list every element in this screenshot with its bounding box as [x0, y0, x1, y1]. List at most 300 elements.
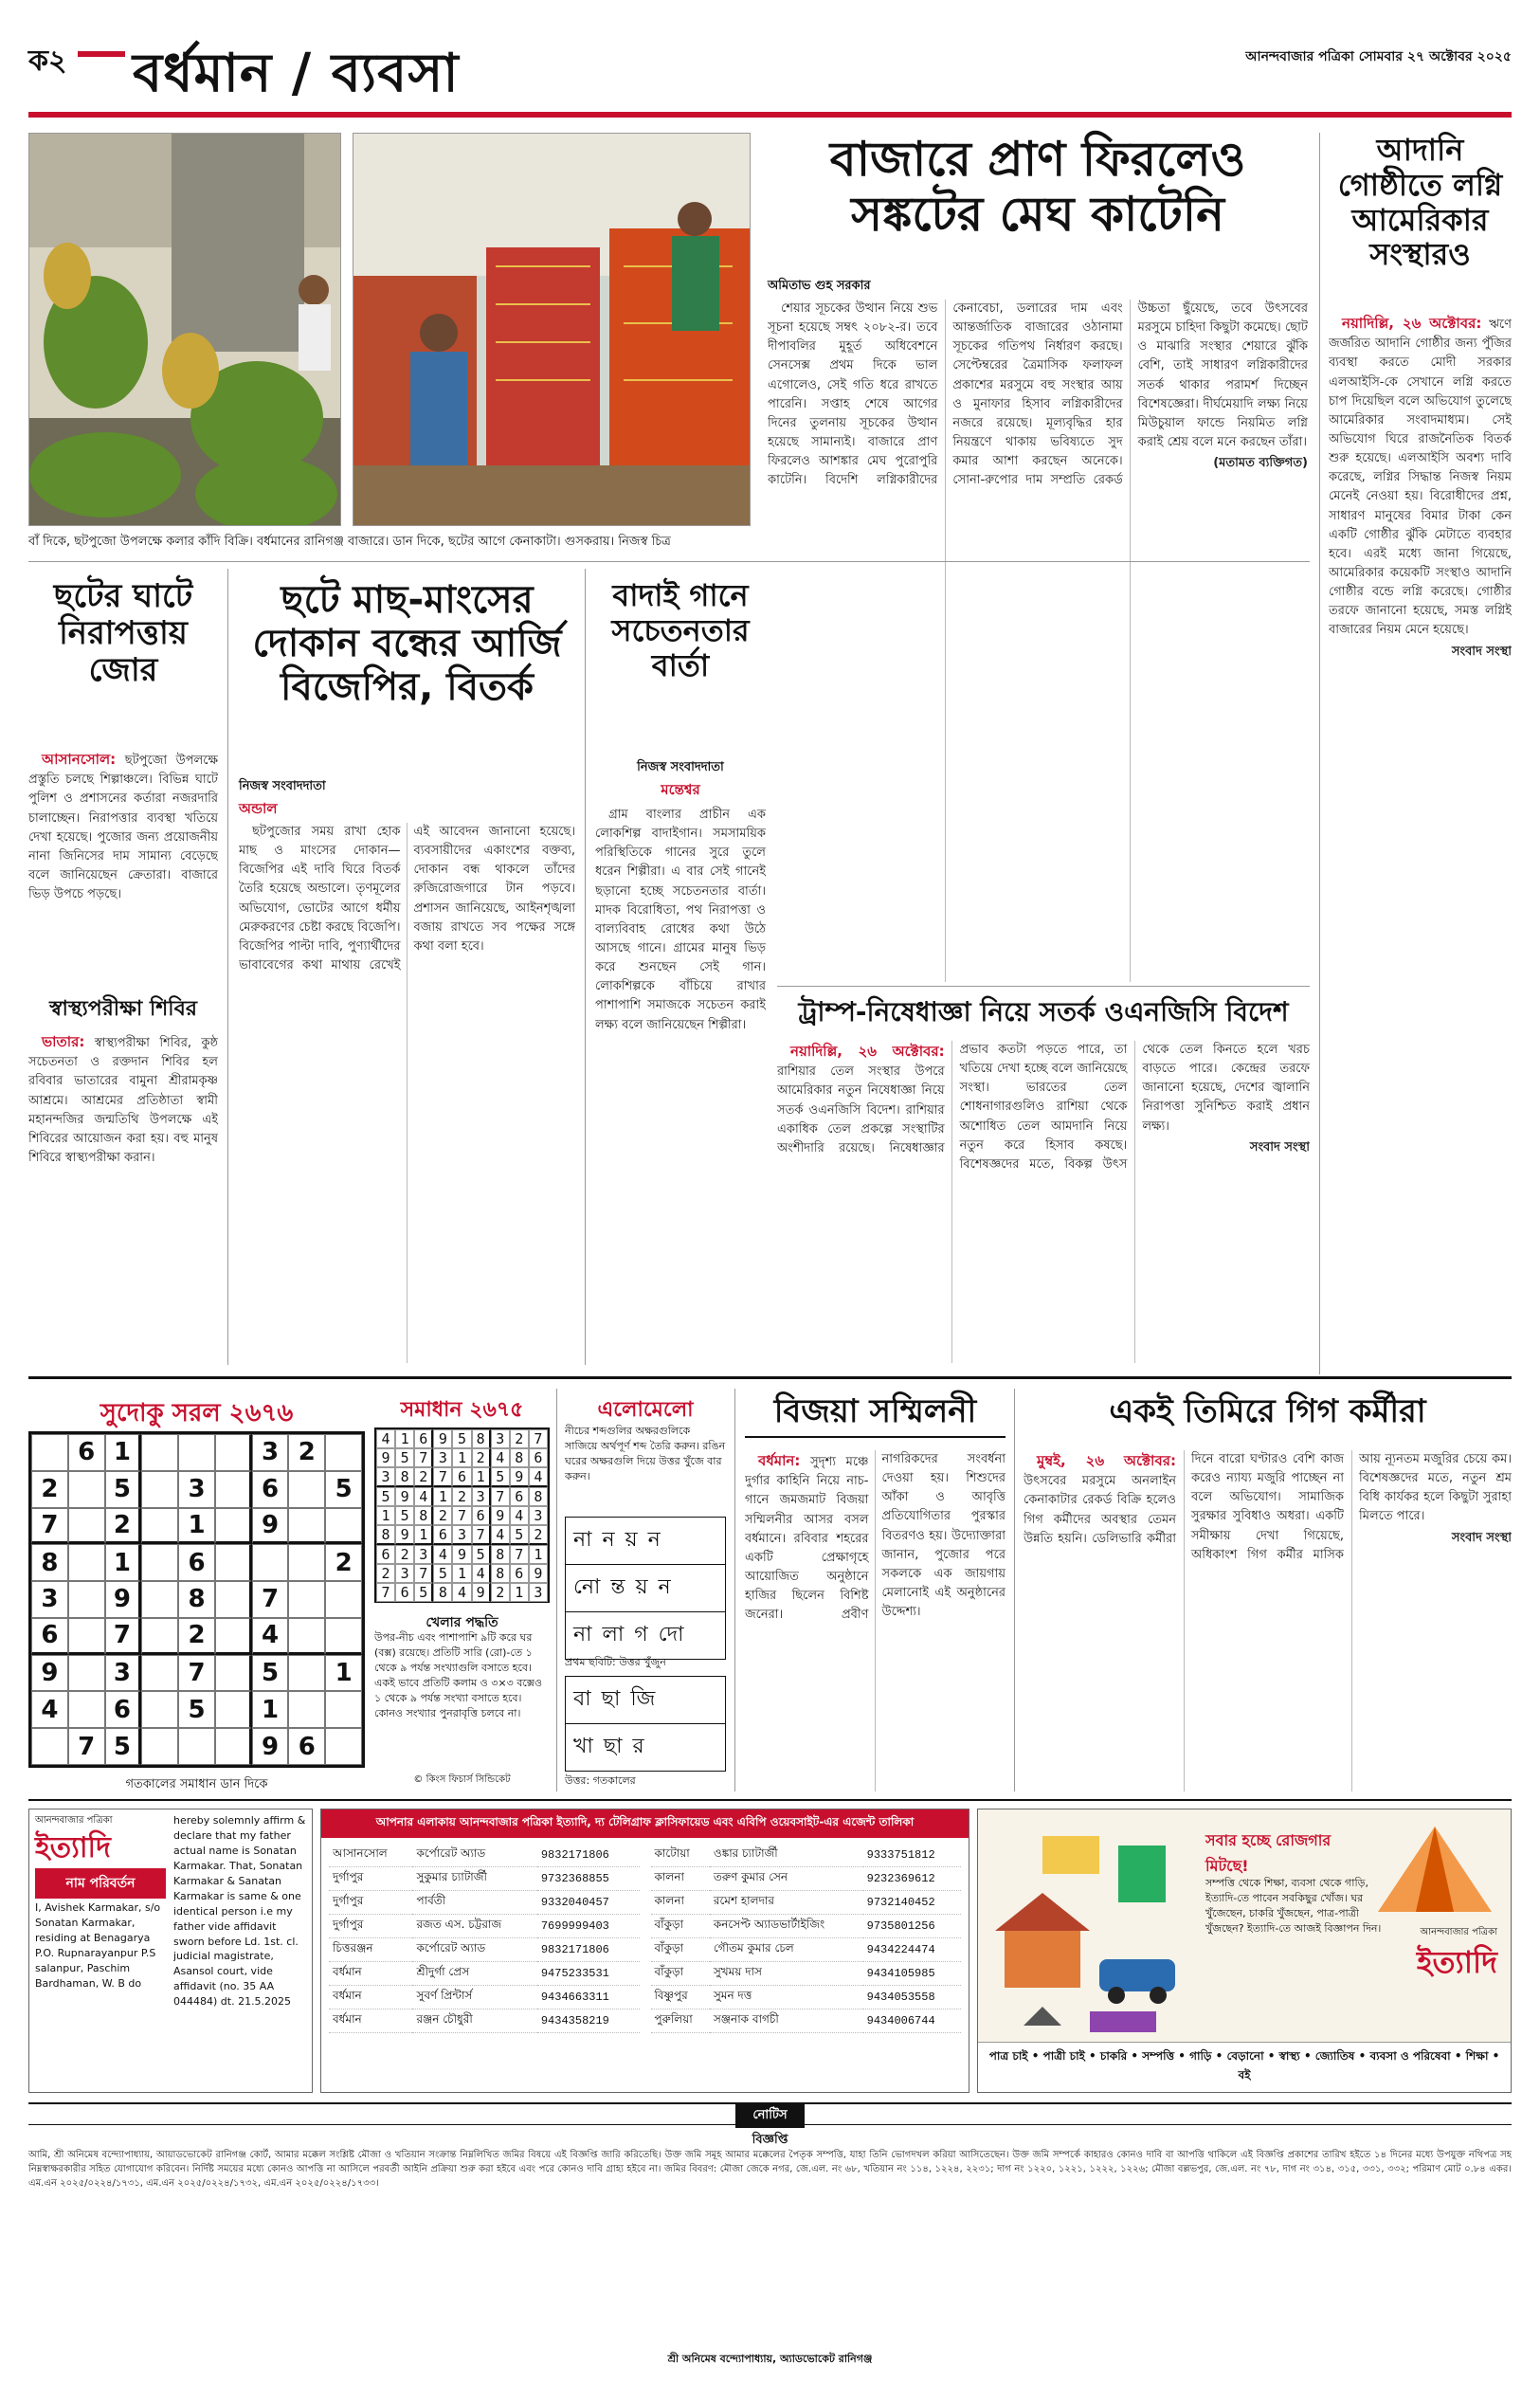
photo-caption: বাঁ দিকে, ছটপুজো উপলক্ষে কলার কাঁদি বিক্রি। বর্ধমানের রানিগঞ্জ বাজারে। ডান দিকে, ছটের আগে কেনাকাটা। গুসকরায়। নিজস্ব চিত্র: [28, 535, 671, 549]
jumble-instructions: নীচের শব্দগুলির অক্ষরগুলিকে সাজিয়ে অর্থপূর্ণ শব্দ তৈরি করুন। রঙিন ঘরের অক্ষরগুলি দিয়ে উত্তর খুঁজে বার করুন।: [565, 1425, 726, 1482]
agent-phone: 9832171806: [537, 1938, 640, 1962]
sudoku-cell[interactable]: 9: [252, 1508, 289, 1545]
section-rule: [777, 986, 1310, 987]
solution-cell: 2: [414, 1467, 433, 1487]
sudoku-cell[interactable]: 6: [31, 1618, 68, 1655]
sudoku-cell[interactable]: 6: [288, 1728, 325, 1765]
rules-text: উপর-নীচ এবং পাশাপাশি ৯টি করে ঘর (বক্স) রয়েছে। প্রতিটি সারি (রো)-তে ১ থেকে ৯ পর্যন্ত সংখ্যাগুলি বসাতে হবে। একই ভাবে প্রতিটি কলাম ও ৩×৩ বক্সেও ১ থেকে ৯ পর্যন্ত সংখ্যা বসাতে হবে। কোনও সংখ্যার পুনরাবৃত্তি চলবে না।: [374, 1631, 542, 1719]
ityadi-brand: ইত্যাদি: [35, 1831, 111, 1864]
meat-shop-headline: ছটে মাছ-মাংসের দোকান বন্ধের আর্জি বিজেপির, বিতর্ক: [252, 578, 562, 709]
sudoku-cell[interactable]: [141, 1691, 178, 1728]
solution-cell: 4: [414, 1487, 433, 1506]
sudoku-cell[interactable]: 1: [178, 1508, 215, 1545]
solution-cell: 5: [472, 1545, 491, 1564]
solution-cell: 1: [510, 1583, 529, 1602]
sudoku-cell[interactable]: 3: [105, 1655, 142, 1692]
agent-place: বাঁকুড়া: [651, 1962, 710, 1986]
jumble-answers: [565, 1676, 726, 1772]
agent-list: [320, 1809, 969, 2093]
sudoku-cell[interactable]: [141, 1655, 178, 1692]
sudoku-cell[interactable]: [215, 1691, 252, 1728]
jumble-answer-word: বা ছা জি: [566, 1677, 725, 1724]
adani-body: [1329, 313, 1512, 1365]
solution-cell: 9: [433, 1429, 452, 1448]
sudoku-cell[interactable]: [215, 1728, 252, 1765]
solution-cell: 8: [529, 1487, 548, 1506]
solution-cell: 9: [395, 1525, 414, 1545]
solution-cell: 7: [510, 1545, 529, 1564]
agent-name: পার্বতী: [412, 1891, 536, 1915]
sudoku-cell[interactable]: [68, 1618, 105, 1655]
agent-phone: 9434663311: [537, 1986, 640, 2009]
meat-shop-body: [239, 823, 575, 1363]
photo-chhath-shopping: [353, 133, 751, 526]
jumble-hint: প্রথম ছবিটি: উত্তর খুঁজুন: [565, 1656, 666, 1668]
agent-place: কালনা: [651, 1867, 710, 1891]
sudoku-cell[interactable]: 4: [31, 1691, 68, 1728]
health-camp-dateline: ভাতার:: [42, 1033, 85, 1050]
agent-name: কর্পোরেট অ্যাড: [412, 1938, 536, 1962]
solution-cell: 8: [491, 1545, 510, 1564]
solution-cell: 7: [414, 1564, 433, 1583]
solution-cell: 6: [414, 1429, 433, 1448]
chhath-security-dateline: আসানসোল:: [42, 751, 117, 768]
trump-text: রাশিয়ার তেল সংস্থার উপরে আমেরিকার নতুন নিষেধাজ্ঞা নিয়ে সতর্ক ওএনজিসি বিদেশ। রাশিয়ার একাধিক তেল প্রকল্পে সংস্থাটির অংশীদারি রয়েছে। নিষেধাজ্ঞার প্রভাব কতটা পড়তে পারে, তা খতিয়ে দেখা হচ্ছে বলে জানিয়েছে সংস্থা। ভারতের তেল শোধনাগারগুলিও রাশিয়া থেকে অশোধিত তেল আমদানি নিয়ে নতুন করে হিসাব কষছে। বিশেষজ্ঞদের মতে, বিকল্প উৎস থেকে তেল কিনতে হলে খরচ বাড়তে পারে। কেন্দ্রের তরফে জানানো হয়েছে, দেশের জ্বালানি নিরাপত্তা সুনিশ্চিত করাই প্রধান লক্ষ্য।: [777, 1043, 1310, 1172]
agent-row: [329, 2009, 640, 2033]
sudoku-cell[interactable]: 2: [178, 1618, 215, 1655]
solution-cell: 1: [395, 1429, 414, 1448]
solution-cell: 2: [376, 1564, 395, 1583]
agent-name: কনসেপ্ট অ্যাডভার্টাইজিং: [710, 1915, 863, 1938]
sudoku-cell[interactable]: 7: [178, 1655, 215, 1692]
solution-cell: 4: [452, 1583, 471, 1602]
solution-cell: 8: [414, 1506, 433, 1525]
solution-cell: 9: [376, 1448, 395, 1467]
sudoku-cell[interactable]: [325, 1618, 362, 1655]
agent-name: তরুণ কুমার সেন: [710, 1867, 863, 1891]
solution-cell: 2: [433, 1506, 452, 1525]
solution-cell: 4: [433, 1545, 452, 1564]
name-change-label: নাম পরিবর্তন: [35, 1868, 166, 1899]
adani-dateline: নয়াদিল্লি, ২৬ অক্টোবর:: [1342, 315, 1482, 332]
sudoku-cell[interactable]: [288, 1581, 325, 1618]
agent-place: বর্ধমান: [329, 1962, 412, 1986]
sudoku-cell[interactable]: 5: [105, 1728, 142, 1765]
solution-cell: 1: [452, 1448, 471, 1467]
badai-body: [595, 806, 766, 1365]
lead-byline: অমিতাভ গুহ সরকার: [768, 279, 871, 293]
sudoku-cell[interactable]: [68, 1544, 105, 1581]
solution-cell: 7: [491, 1487, 510, 1506]
agent-table: [329, 1844, 640, 2033]
sudoku-cell[interactable]: 7: [31, 1508, 68, 1545]
solution-cell: 7: [452, 1506, 471, 1525]
solution-cell: 1: [529, 1545, 548, 1564]
solution-cell: 2: [452, 1487, 471, 1506]
agent-row: [329, 1891, 640, 1915]
sudoku-cell[interactable]: 6: [105, 1691, 142, 1728]
sudoku-cell[interactable]: [141, 1544, 178, 1581]
solution-cell: 1: [376, 1506, 395, 1525]
badai-byline: নিজস্ব সংবাদদাতা: [637, 760, 724, 774]
agent-place: আসানসোল: [329, 1844, 412, 1867]
sudoku-cell[interactable]: [325, 1581, 362, 1618]
notice-text: আমি, শ্রী অনিমেষ বন্দ্যোপাধ্যায়, আয়াডভোকেট রানিগঞ্জ কোর্ট, আমার মক্কেল সংশ্লিষ্ট মৌজা ও খতিয়ান সংক্রান্ত নিম্নলিখিত জমির বিষয়ে এই বিজ্ঞপ্তি জারি করিতেছি। উক্ত জমি সমূহ আমার মক্কেলের পৈতৃক সম্পত্তি, যাহা তিনি ভোগদখল করিয়া আসিতেছেন। উক্ত জমি সম্পর্কে কাহারও কোনও দাবি বা আপত্তি থাকিলে এই বিজ্ঞপ্তি প্রকাশের তারিখ হইতে ১৪ দিনের মধ্যে উপযুক্ত নথিপত্র সহ নিম্নস্বাক্ষরকারীর সহিত যোগাযোগ করিবেন। নির্দিষ্ট সময়ের মধ্যে কোনও আপত্তি না আসিলে পরবর্তী আইনি প্রক্রিয়া শুরু করা হইবে এবং পরে কোনও দাবি গ্রাহ্য হইবে না। জমির বিবরণ: মৌজা জেকে নগর, জে.এল. নং ৬৮, খতিয়ান নং ১১৪, ১২২৪, ২২৩১; দাগ নং ১২২০, ১২২১, ১২২২, ১২২৬; মৌজা বল্লভপুর, জে.এল. নং ৭৮, দাগ নং ৩১৪, ৩১৫, ৩৩১, ৩৩২; পরিমাণ মোট ০.৮৪ একর। এম.এন ২০২৫/০২২৪/১৭৩১, এম.এন ২০২৫/০২২৪/১৭৩২, এম.এন ২০২৫/০২২৪/১৭৩৩।: [28, 2150, 1512, 2189]
solution-cell: 5: [414, 1583, 433, 1602]
sudoku-cell[interactable]: [288, 1508, 325, 1545]
agent-place: বর্ধমান: [329, 2009, 412, 2033]
trump-headline: ট্রাম্প-নিষেধাজ্ঞা নিয়ে সতর্ক ওএনজিসি বিদেশ: [798, 996, 1289, 1027]
sudoku-cell[interactable]: [288, 1544, 325, 1581]
sudoku-cell[interactable]: 3: [31, 1581, 68, 1618]
sudoku-cell[interactable]: [68, 1471, 105, 1508]
sudoku-footer: গতকালের সমাধান ডান দিকে: [125, 1777, 268, 1791]
agent-row: [329, 1962, 640, 1986]
bijoya-text: সুদৃশ্য মঞ্চে দুর্গার কাহিনি নিয়ে নাচ-গানে জমজমাট বিজয়া সম্মিলনীর আসর বসল বর্ধমানে। রবিবার শহরের একটি প্রেক্ষাগৃহে আয়োজিত অনুষ্ঠানে হাজির ছিলেন বিশিষ্ট জনেরা। প্রবীণ নাগরিকদের সংবর্ধনা দেওয়া হয়। শিশুদের আঁকা ও আবৃত্তি প্রতিযোগিতার পুরস্কার বিতরণও হয়। উদ্যোক্তারা জানান, পুজোর পরে সকলকে এক জায়গায় মেলানোই এই অনুষ্ঠানের উদ্দেশ্য।: [745, 1452, 1006, 1623]
jumble-answer-label: উত্তর: গতকালের: [565, 1774, 636, 1787]
sudoku-cell[interactable]: [68, 1655, 105, 1692]
gig-dateline: মুম্বই, ২৬ অক্টোবর:: [1037, 1452, 1176, 1469]
sudoku-cell[interactable]: [215, 1508, 252, 1545]
solution-cell: 5: [395, 1506, 414, 1525]
sudoku-cell[interactable]: [325, 1508, 362, 1545]
agent-place: দুর্গাপুর: [329, 1891, 412, 1915]
sudoku-cell[interactable]: 4: [252, 1618, 289, 1655]
agent-row: [651, 1891, 962, 1915]
sudoku-cell[interactable]: 5: [252, 1655, 289, 1692]
sudoku-cell[interactable]: [325, 1691, 362, 1728]
sudoku-cell[interactable]: 7: [105, 1618, 142, 1655]
sudoku-cell[interactable]: [141, 1471, 178, 1508]
solution-cell: 3: [376, 1467, 395, 1487]
solution-cell: 3: [529, 1506, 548, 1525]
sudoku-cell[interactable]: [68, 1508, 105, 1545]
banana-market-illustration: [29, 134, 341, 526]
solution-cell: 6: [433, 1525, 452, 1545]
sudoku-cell[interactable]: 1: [252, 1691, 289, 1728]
agent-phone: 9333751812: [863, 1844, 961, 1867]
jumble-words: [565, 1517, 726, 1660]
agent-phone: 9832171806: [537, 1844, 640, 1867]
sudoku-cell[interactable]: 2: [288, 1434, 325, 1471]
solution-cell: 4: [491, 1525, 510, 1545]
solution-cell: 3: [472, 1487, 491, 1506]
jumble-word[interactable]: নো ন্ত য় ন: [566, 1565, 725, 1612]
column-divider: [556, 1389, 557, 1791]
meat-shop-dateline: অন্ডাল: [239, 800, 278, 817]
agent-phone: 9332040457: [537, 1891, 640, 1915]
sudoku-cell[interactable]: 1: [105, 1434, 142, 1471]
lead-body: [768, 300, 1308, 982]
agent-list-title: আপনার এলাকায় আনন্দবাজার পত্রিকা ইত্যাদি, দ্য টেলিগ্রাফ ক্লাসিফায়েড এবং এবিপি ওয়েবসাইট-এর এজেন্ট তালিকা: [321, 1809, 969, 1838]
agent-row: [329, 1867, 640, 1891]
jumble-word[interactable]: না ন য় ন: [566, 1518, 725, 1565]
meat-shop-text: ছটপুজোর সময় রাখা হোক মাছ ও মাংসের দোকান— বিজেপির এই দাবি ঘিরে বিতর্ক তৈরি হয়েছে অন্ডালে। তৃণমূলের অভিযোগ, ভোটের আগে ধর্মীয় মেরুকরণের চেষ্টা করছে বিজেপি। বিজেপির পাল্টা দাবি, পুণ্যার্থীদের ভাবাবেগের কথা মাথায় রেখেই এই আবেদন জানানো হয়েছে। ব্যবসায়ীদের একাংশের বক্তব্য, দোকান বন্ধ থাকলে তাঁদের রুজিরোজগারে টান পড়বে। প্রশাসন জানিয়েছে, আইনশৃঙ্খলা বজায় রাখতে সব পক্ষের সঙ্গে কথা বলা হবে।: [239, 825, 575, 973]
section-rule: [28, 1799, 1512, 1801]
agent-name: সুকুমার চ্যাটার্জী: [412, 1867, 536, 1891]
sudoku-cell[interactable]: 2: [105, 1508, 142, 1545]
trump-dateline: নয়াদিল্লি, ২৬ অক্টোবর:: [790, 1043, 945, 1060]
ityadi-promo-ad[interactable]: [977, 1809, 1512, 2093]
sudoku-cell[interactable]: 7: [252, 1581, 289, 1618]
solution-cell: 7: [472, 1525, 491, 1545]
sudoku-cell[interactable]: 5: [178, 1691, 215, 1728]
sudoku-cell[interactable]: [288, 1655, 325, 1692]
adani-headline: আদানি গোষ্ঠীতে লগ্নি আমেরিকার সংস্থারও: [1337, 132, 1503, 273]
solution-cell: 6: [472, 1506, 491, 1525]
solution-cell: 1: [433, 1487, 452, 1506]
solution-cell: 4: [376, 1429, 395, 1448]
sudoku-cell[interactable]: 2: [325, 1544, 362, 1581]
solution-cell: 4: [529, 1467, 548, 1487]
health-camp-headline: স্বাস্থ্যপরীক্ষা শিবির: [49, 997, 197, 1021]
sudoku-cell[interactable]: 1: [325, 1655, 362, 1692]
agent-row: [651, 1867, 962, 1891]
agent-table: [651, 1844, 962, 2033]
solution-cell: 5: [491, 1467, 510, 1487]
page-number: ক২: [28, 45, 67, 78]
jumble-word[interactable]: না লা গ দো: [573, 1623, 686, 1646]
sudoku-cell[interactable]: [288, 1691, 325, 1728]
sudoku-cell[interactable]: [141, 1508, 178, 1545]
agent-place: দুর্গাপুর: [329, 1867, 412, 1891]
sudoku-cell[interactable]: [141, 1434, 178, 1471]
solution-cell: 1: [452, 1564, 471, 1583]
chhath-security-text: ছটপুজো উপলক্ষে প্রস্তুতি চলছে শিল্পাঞ্চলে। বিভিন্ন ঘাটে পুলিশ ও প্রশাসনের কর্তারা নজরদারি চালাচ্ছেন। নিরাপত্তার ব্যবস্থা খতিয়ে দেখা হয়েছে। পুজোর জন্য প্রয়োজনীয় নানা জিনিসের দাম সামান্য বেড়েছে বলে জানিয়েছেন ক্রেতারা। বাজারে ভিড় উপচে পড়ছে।: [28, 754, 218, 902]
agent-place: বর্ধমান: [329, 1986, 412, 2009]
agent-name: সঞ্জনাক বাগচী: [710, 2009, 863, 2033]
agent-row: [651, 2009, 962, 2033]
solution-cell: 5: [376, 1487, 395, 1506]
agent-name: রজত এস. চট্টরাজ: [412, 1915, 536, 1938]
section-rule: [28, 1376, 1512, 1379]
sudoku-cell[interactable]: 9: [31, 1655, 68, 1692]
solution-cell: 3: [491, 1429, 510, 1448]
agent-row: [329, 1844, 640, 1867]
solution-cell: 2: [510, 1429, 529, 1448]
masthead-accent: [78, 51, 125, 57]
solution-cell: 2: [529, 1525, 548, 1545]
agent-name: রঞ্জন চৌধুরী: [412, 2009, 536, 2033]
sudoku-cell[interactable]: [215, 1655, 252, 1692]
agent-place: কালনা: [651, 1891, 710, 1915]
solution-cell: 5: [395, 1448, 414, 1467]
sudoku-cell[interactable]: 9: [252, 1728, 289, 1765]
bijoya-headline: বিজয়া সম্মিলনী: [745, 1393, 1006, 1438]
chhath-shopping-illustration: [353, 134, 751, 526]
column-divider: [1014, 1389, 1015, 1791]
solution-cell: 8: [491, 1564, 510, 1583]
lead-body-text: শেয়ার সূচকের উত্থান নিয়ে শুভ সূচনা হয়েছে সম্বৎ ২০৮২-র। তবে দীপাবলির মুহূর্ত অধিবেশনে সেনসেক্স প্রথম দিকে ভাল এগোলেও, সেই গতি ধরে রাখতে পারেনি। সপ্তাহ শেষে আগের দিনের তুলনায় সূচকের উত্থান হয়েছে সামান্যই। বাজারে প্রাণ ফিরলেও আশঙ্কার মেঘ পুরোপুরি কাটেনি। বিদেশি লগ্নিকারীদের কেনাবেচা, ডলারের দাম এবং আন্তর্জাতিক বাজারের ওঠানামা সূচকের গতিপথ নির্ধারণ করছে। সেপ্টেম্বরের ত্রৈমাসিক ফলাফল প্রকাশের মরসুমে বহু সংস্থার আয় ও মুনাফার হিসাব লগ্নিকারীদের নজরে রয়েছে। মূল্যবৃদ্ধির হার নিয়ন্ত্রণে থাকায় ভবিষ্যতে সুদ কমার আশা করছেন অনেকে। সোনা-রুপোর দাম সম্প্রতি রেকর্ড উচ্চতা ছুঁয়েছে, তবে উৎসবের মরসুমে চাহিদা কিছুটা কমেছে। ছোট ও মাঝারি সংস্থার শেয়ারে ঝুঁকি বেশি, তাই সাধারণ লগ্নিকারীদের সতর্ক থাকার পরামর্শ দিচ্ছেন বিশেষজ্ঞেরা। দীর্ঘমেয়াদি লক্ষ্য নিয়ে মিউচুয়াল ফান্ডে নিয়মিত লগ্নি করাই শ্রেয় বলে মনে করছেন তাঁরা।: [768, 301, 1308, 488]
solution-cell: 8: [433, 1583, 452, 1602]
agent-name: কর্পোরেট অ্যাড: [412, 1844, 536, 1867]
sudoku-cell[interactable]: [31, 1728, 68, 1765]
bijoya-dateline: বর্ধমান:: [758, 1452, 801, 1469]
trump-credit: সংবাদ সংস্থা: [1249, 1139, 1310, 1155]
sudoku-cell[interactable]: 6: [178, 1544, 215, 1581]
solution-cell: 7: [433, 1467, 452, 1487]
solution-cell: 4: [472, 1564, 491, 1583]
health-camp-body: [28, 1031, 218, 1358]
solution-cell: 6: [452, 1467, 471, 1487]
agent-phone: 9735801256: [863, 1915, 961, 1938]
agent-name: সুখময় দাস: [710, 1962, 863, 1986]
health-camp-text: স্বাস্থ্যপরীক্ষা শিবির, কুষ্ঠ সচেতনতা ও রক্তদান শিবির হল রবিবার ভাতারের বামুনা শ্রীরামকৃষ্ণ আশ্রমে। আশ্রমের প্রতিষ্ঠাতা স্বামী মহানন্দজির জন্মতিথি উপলক্ষে এই শিবিরের আয়োজন করা হয়। বহু মানুষ শিবিরে স্বাস্থ্যপরীক্ষা করান।: [28, 1036, 218, 1165]
sudoku-cell[interactable]: 5: [105, 1471, 142, 1508]
sudoku-cell[interactable]: [215, 1618, 252, 1655]
agent-place: পুরুলিয়া: [651, 2009, 710, 2033]
solution-cell: 8: [376, 1525, 395, 1545]
agent-row: [651, 1844, 962, 1867]
agent-phone: 9434358219: [537, 2009, 640, 2033]
column-divider: [1319, 133, 1320, 1374]
bijoya-body: [745, 1450, 1006, 1791]
sudoku-cell[interactable]: [288, 1471, 325, 1508]
agent-phone: 9732368855: [537, 1867, 640, 1891]
sudoku-cell[interactable]: 1: [105, 1544, 142, 1581]
solution-cell: 7: [376, 1583, 395, 1602]
agent-row: [651, 1915, 962, 1938]
solution-cell: 3: [395, 1564, 414, 1583]
sudoku-cell[interactable]: [141, 1618, 178, 1655]
agent-phone: 9434224474: [863, 1938, 961, 1962]
column-divider: [227, 569, 228, 1365]
name-change-text-right: hereby solemnly affirm & declare that my father actual name is Sonatan Karmakar. That, Sonatan Karmakar & Sanatan Karmakar is same & one identical person i.e my father vide affidavit sworn before Ld. 1st. cl. judicial magistrate, Asansol court, vide affidavit (no. 35 AA 044484) dt. 21.5.2025: [173, 1814, 306, 2009]
sudoku-cell[interactable]: 5: [325, 1471, 362, 1508]
agent-name: রমেশ হালদার: [710, 1891, 863, 1915]
sudoku-cell[interactable]: 7: [68, 1728, 105, 1765]
agent-name: ওঙ্কার চ্যাটার্জী: [710, 1844, 863, 1867]
sudoku-cell[interactable]: [215, 1471, 252, 1508]
agent-row: [329, 1938, 640, 1962]
column-divider: [734, 1389, 735, 1791]
agent-phone: 9732140452: [863, 1891, 961, 1915]
solution-cell: 9: [510, 1467, 529, 1487]
name-change-text-left: I, Avishek Karmakar, s/o Sonatan Karmakar, residing at Benagarya P.O. Rupnarayanpur P.S salanpur, Paschim Bardhaman, W. B do: [35, 1901, 161, 1990]
agent-place: চিত্তরঞ্জন: [329, 1938, 412, 1962]
sudoku-cell[interactable]: [68, 1581, 105, 1618]
solution-cell: 5: [452, 1429, 471, 1448]
gig-headline: একই তিমিরে গিগ কর্মীরা: [1109, 1392, 1426, 1430]
solution-cell: 3: [433, 1448, 452, 1467]
sudoku-cell[interactable]: 2: [31, 1471, 68, 1508]
agent-place: বাঁকুড়া: [651, 1938, 710, 1962]
sudoku-cell[interactable]: [141, 1728, 178, 1765]
masthead-rule: [28, 112, 1512, 118]
solution-cell: 4: [491, 1448, 510, 1467]
agent-place: দুর্গাপুর: [329, 1915, 412, 1938]
sudoku-cell[interactable]: [178, 1728, 215, 1765]
sudoku-cell[interactable]: [288, 1618, 325, 1655]
solution-cell: 8: [510, 1448, 529, 1467]
gig-body: [1024, 1450, 1512, 1791]
solution-cell: 3: [414, 1545, 433, 1564]
solution-cell: 8: [472, 1429, 491, 1448]
sudoku-cell[interactable]: [215, 1434, 252, 1471]
solution-cell: 9: [491, 1506, 510, 1525]
solution-cell: 6: [376, 1545, 395, 1564]
promo-illustration: [986, 1817, 1194, 2045]
agent-row: [651, 1986, 962, 2009]
sudoku-cell[interactable]: [31, 1434, 68, 1471]
notice-signature: শ্রী অনিমেষ বন্দ্যোপাধ্যায়, অ্যাডভোকেট রানিগঞ্জ: [667, 2353, 873, 2365]
badai-headline: বাদাই গানে সচেতনতার বার্তা: [611, 577, 750, 683]
solution-cell: 9: [472, 1583, 491, 1602]
chhath-security-body: [28, 749, 218, 986]
agent-row: [651, 1938, 962, 1962]
sudoku-cell[interactable]: 3: [252, 1434, 289, 1471]
agent-row: [329, 1915, 640, 1938]
agent-name: সুমন দত্ত: [710, 1986, 863, 2009]
sudoku-grid[interactable]: [28, 1431, 365, 1768]
sudoku-cell[interactable]: 3: [178, 1471, 215, 1508]
sudoku-cell[interactable]: [325, 1434, 362, 1471]
solution-cell: 9: [395, 1487, 414, 1506]
solution-cell: 3: [452, 1525, 471, 1545]
agent-name: সুবর্ণ প্রিন্টার্স: [412, 1986, 536, 2009]
sudoku-cell[interactable]: 6: [252, 1471, 289, 1508]
promo-brand-sub: আনন্দবাজার পত্রিকা: [1420, 1927, 1497, 1937]
sudoku-cell[interactable]: 9: [105, 1581, 142, 1618]
rules-title: খেলার পদ্ধতি: [426, 1615, 498, 1630]
sudoku-cell[interactable]: 8: [31, 1544, 68, 1581]
gig-credit: সংবাদ সংস্থা: [1451, 1530, 1512, 1545]
sudoku-cell[interactable]: [252, 1544, 289, 1581]
notice-header: [28, 2102, 1512, 2125]
sudoku-cell[interactable]: [325, 1728, 362, 1765]
solution-cell: 9: [452, 1545, 471, 1564]
solution-cell: 7: [414, 1448, 433, 1467]
promo-categories: পাত্র চাই • পাত্রী চাই • চাকরি • সম্পত্তি • গাড়ি • বেড়ানো • স্বাস্থ্য • জ্যোতিষ • ব্যবসা ও পরিষেবা • শিক্ষা • বই: [978, 2042, 1511, 2092]
adani-body-text: ঋণে জর্জরিত আদানি গোষ্ঠীর জন্য পুঁজির ব্যবস্থা করতে মোদী সরকার এলআইসি-কে সেখানে লগ্নি করতে চাপ দিয়েছিল বলে অভিযোগ তুলেছে আমেরিকার সংবাদমাধ্যম। সেই অভিযোগ ঘিরে রাজনৈতিক বিতর্ক শুরু হয়েছে। এলআইসি অবশ্য দাবি করেছে, লগ্নির সিদ্ধান্ত নিজস্ব নিয়ম মেনেই নেওয়া হয়। বিরোধীদের প্রশ্ন, সাধারণ মানুষের বিমার টাকা কেন একটি গোষ্ঠীর ঝুঁকি মেটাতে ব্যবহার হবে। এরই মধ্যে জানা গিয়েছে, আমেরিকার কয়েকটি সংস্থাও আদানি গোষ্ঠীর বন্ডে লগ্নি করেছে। গোষ্ঠীর তরফে জানানো হয়েছে, সমস্ত লগ্নিই বাজারের নিয়ম মেনে হয়েছে।: [1329, 318, 1512, 638]
sudoku-cell[interactable]: [215, 1581, 252, 1618]
ityadi-classified-ad[interactable]: [28, 1809, 313, 2093]
jumble-title: এলোমেলো: [597, 1398, 694, 1422]
chhath-security-headline: ছটের ঘাটে নিরাপত্তায় জোর: [53, 577, 193, 690]
solution-cell: 6: [510, 1564, 529, 1583]
solution-grid: [374, 1427, 550, 1603]
lead-writer-credit: (মতামত ব্যক্তিগত): [1213, 456, 1308, 471]
section-rule: [28, 561, 1310, 562]
sudoku-cell[interactable]: 6: [68, 1434, 105, 1471]
solution-cell: 8: [395, 1467, 414, 1487]
agent-name: শ্রীদুর্গা প্রেস: [412, 1962, 536, 1986]
agent-name: গৌতম কুমার চেল: [710, 1938, 863, 1962]
solution-cell: 2: [472, 1448, 491, 1467]
solution-cell: 4: [510, 1506, 529, 1525]
ityadi-brand-sub: আনন্দবাজার পত্রিকা: [35, 1815, 113, 1826]
meat-shop-byline: নিজস্ব সংবাদদাতা: [239, 779, 326, 793]
sudoku-cell[interactable]: [215, 1544, 252, 1581]
gig-text: উৎসবের মরসুমে অনলাইন কেনাকাটার রেকর্ড বিক্রি হলেও গিগ কর্মীদের অবস্থার তেমন উন্নতি হয়নি। ডেলিভারি কর্মীরা দিনে বারো ঘণ্টারও বেশি কাজ করেও ন্যায্য মজুরি পাচ্ছেন না বলে অভিযোগ। সামাজিক সুরক্ষার সুবিধাও অধরা। একটি সমীক্ষায় দেখা গিয়েছে, অধিকাংশ গিগ কর্মীর মাসিক আয় ন্যূনতম মজুরির চেয়ে কম। বিশেষজ্ঞদের মতে, নতুন শ্রম বিধি কার্যকর হলে কিছুটা সুরাহা মিলতে পারে।: [1024, 1452, 1512, 1562]
agent-phone: 9434053558: [863, 1986, 961, 2009]
notice-body: [28, 2148, 1512, 2347]
solution-cell: 1: [414, 1525, 433, 1545]
agent-phone: 9434006744: [863, 2009, 961, 2033]
sudoku-cell[interactable]: 8: [178, 1581, 215, 1618]
solution-cell: 2: [395, 1545, 414, 1564]
agent-row: [651, 1962, 962, 1986]
trump-body: [777, 1041, 1310, 1363]
sudoku-cell[interactable]: [68, 1691, 105, 1728]
solution-cell: 7: [529, 1429, 548, 1448]
sudoku-cell[interactable]: [178, 1434, 215, 1471]
agent-phone: 7699999403: [537, 1915, 640, 1938]
sudoku-cell[interactable]: [141, 1581, 178, 1618]
paper-date: আনন্দবাজার পত্রিকা সোমবার ২৭ অক্টোবর ২০২৫: [1245, 49, 1512, 64]
solution-credit: © কিংস ফিচার্স সিন্ডিকেট: [413, 1774, 511, 1785]
solution-cell: 6: [395, 1583, 414, 1602]
